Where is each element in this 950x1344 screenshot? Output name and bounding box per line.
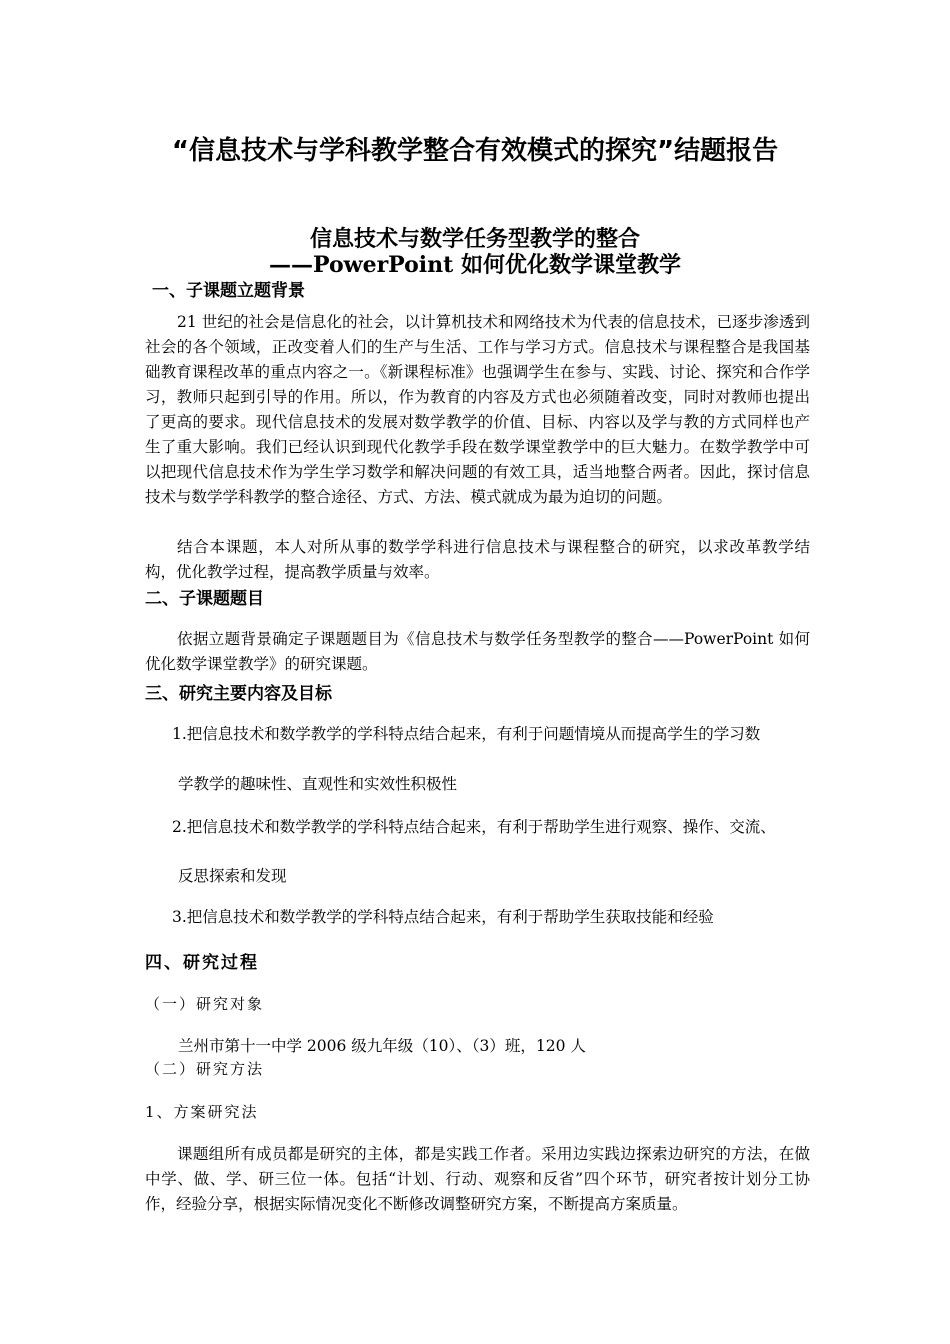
method-1-heading: 1、方案研究法 [145, 1103, 259, 1121]
research-object-text: 兰州市第十一中学 2006 级九年级（10）、（3）班，120 人 [178, 1037, 586, 1055]
section-4-paragraph: 课题组所有成员都是研究的主体，都是实践工作者。采用边实践边探索边研究的方法，在做中学、做、学、研三位一体。包括“计划、行动、观察和反省”四个环节，研究者按计划分工协作，经验分享，根据实际情况变化不断修改调整研究方案，不断提高方案质量。 [145, 1145, 810, 1213]
goal-item-1-line-2: 学教学的趣味性、直观性和实效性积极性 [178, 775, 458, 793]
subtitle-sub: ——PowerPoint 如何优化数学课堂教学 [269, 252, 681, 278]
section-3-heading: 三、研究主要内容及目标 [145, 684, 332, 704]
goal-item-1-line-1: 1.把信息技术和数学教学的学科特点结合起来，有利于问题情境从而提高学生的学习数 [172, 725, 761, 743]
subsection-research-method: （二）研究方法 [145, 1060, 265, 1078]
goal-item-2-line-1: 2.把信息技术和数学教学的学科特点结合起来，有利于帮助学生进行观察、操作、交流、 [172, 818, 776, 836]
section-1-paragraph-2: 结合本课题，本人对所从事的数学学科进行信息技术与课程整合的研究，以求改革教学结构，优化教学过程，提高教学质量与效率。 [145, 538, 810, 581]
goal-item-2-line-2: 反思探索和发现 [178, 867, 287, 885]
goal-item-3: 3.把信息技术和数学教学的学科特点结合起来，有利于帮助学生获取技能和经验 [172, 908, 714, 926]
section-1-heading: 一、子课题立题背景 [152, 281, 305, 301]
section-1-paragraph-1: 21 世纪的社会是信息化的社会，以计算机技术和网络技术为代表的信息技术，已逐步渗透到社会的各个领域，正改变着人们的生产与生活、工作与学习方式。信息技术与课程整合是我国基础教育课程改革的重点内容之一。《新课程标准》也强调学生在参与、实践、讨论、探究和合作学习，教师只起到引导的作用。所以，作为教育的内容及方式也必须随着改变，同时对教师也提出了更高的要求。现代信息技术的发展对数学教学的价值、目标、内容以及学与教的方式同样也产生了重大影响。我们已经认识到现代化教学手段在数学课堂教学中的巨大魅力。在数学教学中可以把现代信息技术作为学生学习数学和解决问题的有效工具，适当地整合两者。因此，探讨信息技术与数学学科教学的整合途径、方式、方法、模式就成为最为迫切的问题。 [145, 313, 810, 506]
section-2-heading: 二、子课题题目 [145, 589, 264, 609]
subtitle-main: 信息技术与数学任务型教学的整合 [309, 226, 640, 252]
section-4-heading: 四、研究过程 [145, 953, 259, 973]
subsection-research-object: （一）研究对象 [145, 995, 265, 1013]
document-title: “信息技术与学科教学整合有效模式的探究”结题报告 [171, 136, 779, 166]
section-2-paragraph: 依据立题背景确定子课题题目为《信息技术与数学任务型教学的整合——PowerPoint 如何优化数学课堂教学》的研究课题。 [145, 630, 810, 673]
